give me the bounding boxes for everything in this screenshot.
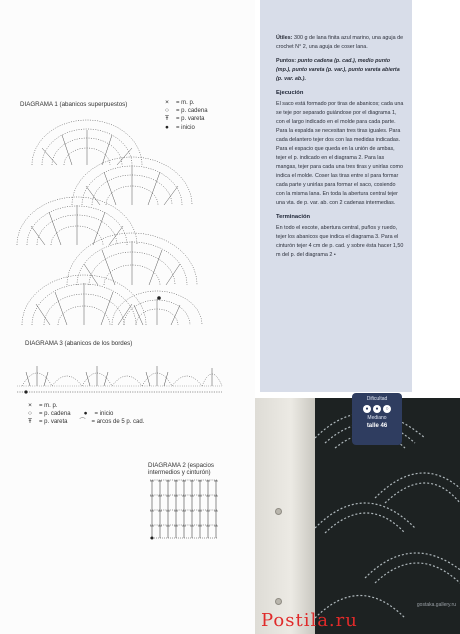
utiles-paragraph xyxy=(276,34,404,52)
legend-text: = p. cadena xyxy=(176,108,208,115)
difficulty-level: Mediano xyxy=(367,415,387,421)
difficulty-dot: ○ xyxy=(383,405,391,413)
watermark-url: gostaka.gallery.ru xyxy=(416,602,456,608)
legend-symbol: ○ xyxy=(28,410,32,418)
diagram3-title: DIAGRAMA 3 (abanicos de los bordes) xyxy=(25,340,133,347)
puntos-label: Puntos: xyxy=(276,58,297,64)
diagram3-border xyxy=(12,352,227,402)
diagram3-legend xyxy=(25,402,144,427)
legend-text: = m. p. xyxy=(176,100,195,106)
legend-symbol: × xyxy=(165,99,169,106)
difficulty-label: Dificultad xyxy=(366,396,388,402)
size-label: talle 46 xyxy=(366,423,388,429)
legend-text: = inicio xyxy=(176,124,195,131)
utiles-label: Útiles: xyxy=(276,35,293,41)
legend-text: = arcos de 5 p. cad. xyxy=(91,419,145,426)
legend-symbol: Ŧ xyxy=(28,418,32,426)
diagram1-fans xyxy=(12,110,217,335)
start-dot xyxy=(157,296,161,300)
puntos-vareta: punto vareta (p. var.), xyxy=(292,67,347,73)
difficulty-badge xyxy=(352,393,402,445)
difficulty-dots xyxy=(352,405,402,413)
right-page xyxy=(255,0,460,634)
legend-symbol: × xyxy=(28,402,32,409)
stitch-ticks xyxy=(31,130,180,325)
puntos-vareta-abierta: punto vareta abierta (p. var. ab.). xyxy=(276,67,400,82)
diagram1-title: DIAGRAMA 1 (abanicos superpuestos) xyxy=(20,101,128,108)
legend-symbol: Ŧ xyxy=(165,115,169,123)
ejecucion-title: Ejecución xyxy=(276,90,304,96)
legend-row xyxy=(25,418,144,426)
utiles-text: 300 g de lana finita azul marino, una aguja de crochet N° 2, una aguja de coser lana. xyxy=(276,35,404,50)
diagram2-title xyxy=(148,462,214,476)
legend-text: = p. vareta xyxy=(176,116,205,123)
legend-symbol: ● xyxy=(83,410,88,418)
terminacion-text: En todo el escote, abertura central, puños y ruedo, tejer los abanicos que indica el diagrama 3. Para el cinturón tejer 4 cm de p. cad. y sobre ésta hacer 1,50 m del p. del diagrama 2 • xyxy=(276,225,404,258)
legend-text: = m. p. xyxy=(39,403,58,409)
legend-row xyxy=(25,402,144,410)
puntos-cadena: punto cadena (p. cad.), xyxy=(297,58,357,64)
instructions-panel xyxy=(260,0,412,392)
legend-row-mp xyxy=(162,99,208,107)
legend-text: = p. vareta xyxy=(39,419,68,426)
diagram2-grid xyxy=(148,478,220,540)
legend-text: = p. cadena xyxy=(39,411,71,418)
watermark-logo: Postila.ru xyxy=(261,610,358,631)
legend-symbol: ● xyxy=(165,123,169,131)
puntos-paragraph xyxy=(276,57,404,84)
difficulty-dot: ● xyxy=(373,405,381,413)
legend-symbol: ⌒ xyxy=(79,418,86,426)
legend-symbol: ○ xyxy=(165,107,169,115)
terminacion-title: Terminación xyxy=(276,214,311,220)
ejecucion-text: El saco está formado por tiras de abanicos; cada una se teje por separado guiándose por el diagrama 1, con el largo indicado en el molde para cada parte. Para la espalda se necesitan tres tiras iguales. Para cada delantero tejer dos con las medidas indicadas. Para el espacio que queda en la unión de ambas, tejer el p. indicado en el diagrama 2. Para las mangas, tejer para cada una tres tiras y unirlas como indica el molde. Coser las tiras entre sí para formar cada parte y unirlas para formar el saco, cosiendo con la misma lana. En toda la abertura central tejer una vta. de p. var. ab. con 2 cadenas intermedias. xyxy=(276,101,404,206)
diagram2-title-line2: intermedios y cinturón) xyxy=(148,469,211,476)
legend-text: = inicio xyxy=(94,411,114,418)
puntos-medio: medio punto (mp.), xyxy=(276,58,391,73)
diagram2-title-line1: DIAGRAMA 2 (espacios xyxy=(148,462,215,469)
difficulty-dot: ● xyxy=(363,405,371,413)
